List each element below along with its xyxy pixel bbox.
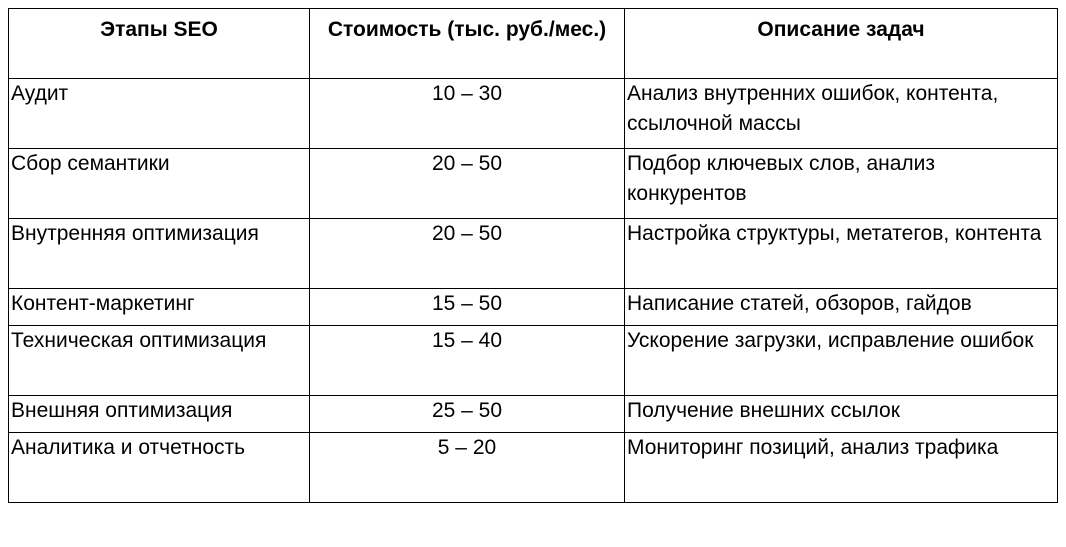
header-description: Описание задач [625, 9, 1058, 79]
description-cell: Ускорение загрузки, исправление ошибок [625, 326, 1058, 396]
table-row [9, 149, 1058, 219]
description-cell: Подбор ключевых слов, анализ конкурентов [625, 149, 1058, 219]
stage-cell: Аудит [9, 79, 310, 149]
description-cell: Анализ внутренних ошибок, контента, ссылочной массы [625, 79, 1058, 149]
stage-cell: Сбор семантики [9, 149, 310, 219]
table-header-row [9, 9, 1058, 79]
cost-cell: 20 – 50 [310, 149, 625, 219]
description-cell: Написание статей, обзоров, гайдов [625, 289, 1058, 326]
stage-cell: Внутренняя оптимизация [9, 219, 310, 289]
cost-cell: 5 – 20 [310, 433, 625, 503]
seo-cost-table [8, 8, 1058, 503]
cost-cell: 10 – 30 [310, 79, 625, 149]
header-stage: Этапы SEO [9, 9, 310, 79]
cost-cell: 20 – 50 [310, 219, 625, 289]
description-cell: Получение внешних ссылок [625, 396, 1058, 433]
cost-cell: 15 – 40 [310, 326, 625, 396]
table-row [9, 326, 1058, 396]
cost-cell: 25 – 50 [310, 396, 625, 433]
table-row [9, 289, 1058, 326]
header-cost: Стоимость (тыс. руб./мес.) [310, 9, 625, 79]
stage-cell: Внешняя оптимизация [9, 396, 310, 433]
table-row [9, 396, 1058, 433]
table-row [9, 433, 1058, 503]
table-row [9, 79, 1058, 149]
cost-cell: 15 – 50 [310, 289, 625, 326]
stage-cell: Техническая оптимизация [9, 326, 310, 396]
stage-cell: Контент-маркетинг [9, 289, 310, 326]
description-cell: Настройка структуры, метатегов, контента [625, 219, 1058, 289]
table-row [9, 219, 1058, 289]
stage-cell: Аналитика и отчетность [9, 433, 310, 503]
description-cell: Мониторинг позиций, анализ трафика [625, 433, 1058, 503]
